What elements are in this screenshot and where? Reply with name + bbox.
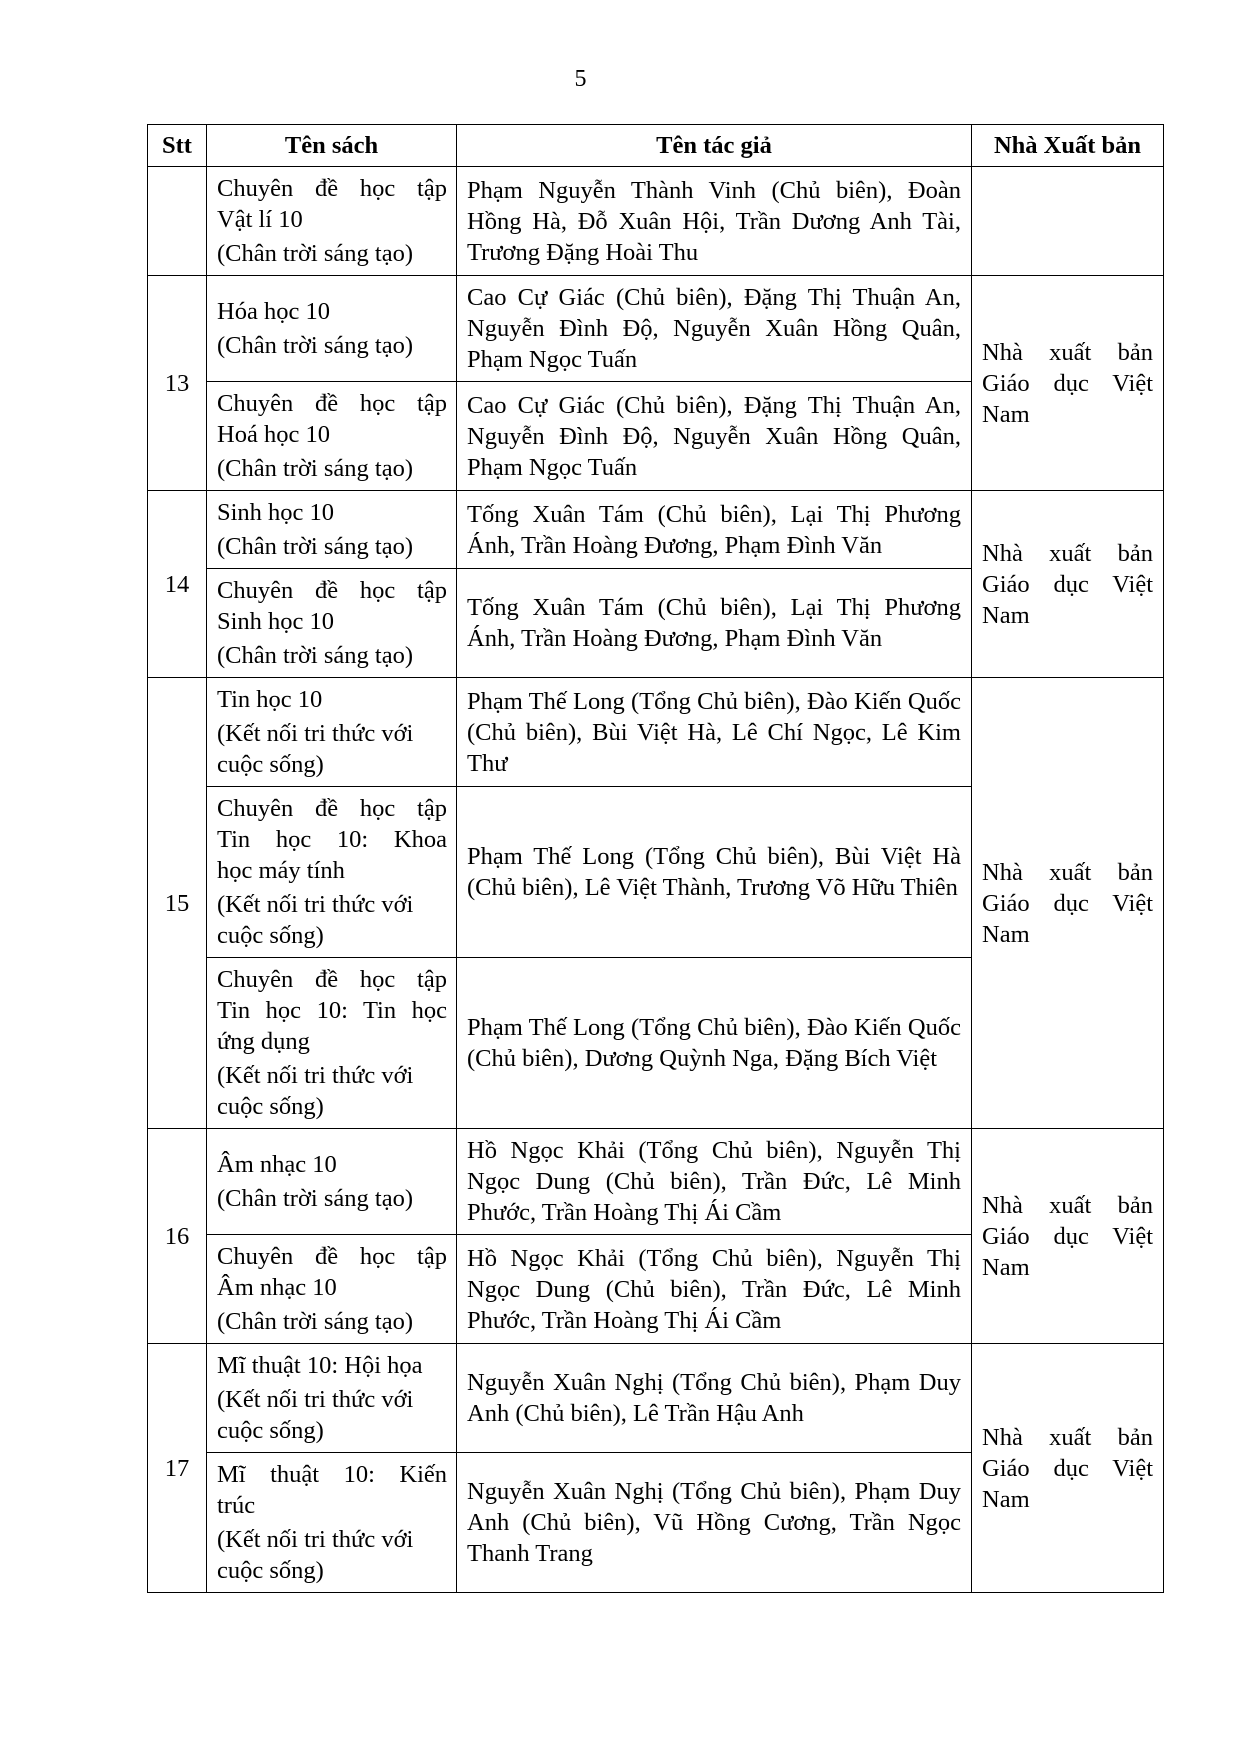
book-title-line: Sinh học 10 (217, 499, 335, 526)
publisher-line: Giáo dục Việt (982, 1454, 1153, 1482)
author-cell: Nguyễn Xuân Nghị (Tổng Chủ biên), Phạm Duy Anh (Chủ biên), Lê Trần Hậu Anh (457, 1344, 972, 1453)
publisher-line: Nam (982, 1253, 1030, 1281)
stt-cell: 15 (148, 678, 207, 1129)
table-row (148, 167, 1164, 276)
book-title-cell (207, 958, 457, 1129)
book-title-cell (207, 276, 457, 382)
book-series: (Chân trời sáng tạo) (217, 1308, 413, 1335)
publisher-cell (972, 276, 1164, 491)
book-title-line: Chuyên đề học tập (217, 577, 447, 604)
book-series: (Chân trời sáng tạo) (217, 1185, 413, 1212)
book-title-cell (207, 787, 457, 958)
book-title-line: Chuyên đề học tập (217, 795, 447, 822)
book-title-cell (207, 491, 457, 569)
book-title-line: ứng dụng (217, 1028, 310, 1055)
book-title-line: trúc (217, 1492, 256, 1519)
author-cell: Hồ Ngọc Khải (Tổng Chủ biên), Nguyễn Thị Ngọc Dung (Chủ biên), Trần Đức, Lê Minh Phước, Trần Hoàng Thị Ái Cầm (457, 1129, 972, 1235)
publisher-line: Nam (982, 1485, 1030, 1513)
author-cell: Cao Cự Giác (Chủ biên), Đặng Thị Thuận An, Nguyễn Đình Độ, Nguyễn Xuân Hồng Quân, Phạm Ngọc Tuấn (457, 276, 972, 382)
book-title-cell (207, 1129, 457, 1235)
publisher-line: Nhà xuất bản (982, 539, 1153, 567)
publisher-line: Nhà xuất bản (982, 858, 1153, 886)
book-series: (Chân trời sáng tạo) (217, 332, 413, 359)
book-title-line: Hoá học 10 (217, 421, 330, 448)
book-series: (Chân trời sáng tạo) (217, 533, 413, 560)
book-title-cell (207, 1235, 457, 1344)
book-title-line: Hóa học 10 (217, 298, 330, 325)
publisher-cell (972, 491, 1164, 678)
publisher-line: Nhà xuất bản (982, 1191, 1153, 1219)
book-series: (Kết nối tri thức với cuộc sống) (217, 1062, 414, 1120)
book-series: (Kết nối tri thức với cuộc sống) (217, 891, 414, 949)
publisher-line: Nhà xuất bản (982, 338, 1153, 366)
publisher-line: Giáo dục Việt (982, 570, 1153, 598)
book-title-line: Tin học 10: Tin học (217, 997, 447, 1024)
book-title-line: Mĩ thuật 10: Kiến (217, 1461, 447, 1488)
author-cell: Hồ Ngọc Khải (Tổng Chủ biên), Nguyễn Thị Ngọc Dung (Chủ biên), Trần Đức, Lê Minh Phước, Trần Hoàng Thị Ái Cầm (457, 1235, 972, 1344)
publisher-cell (972, 1129, 1164, 1344)
author-cell: Phạm Nguyễn Thành Vinh (Chủ biên), Đoàn Hồng Hà, Đỗ Xuân Hội, Trần Dương Anh Tài, Trương Đặng Hoài Thu (457, 167, 972, 276)
book-title-line: Chuyên đề học tập (217, 966, 447, 993)
stt-cell: 13 (148, 276, 207, 491)
book-title-line: Chuyên đề học tập (217, 175, 447, 202)
publisher-line: Giáo dục Việt (982, 369, 1153, 397)
publisher-line: Nam (982, 400, 1030, 428)
publisher-cell (972, 678, 1164, 1129)
author-cell: Tống Xuân Tám (Chủ biên), Lại Thị Phương Ánh, Trần Hoàng Đương, Phạm Đình Văn (457, 491, 972, 569)
publisher-line: Giáo dục Việt (982, 889, 1153, 917)
book-title-cell (207, 678, 457, 787)
author-cell: Nguyễn Xuân Nghị (Tổng Chủ biên), Phạm Duy Anh (Chủ biên), Vũ Hồng Cương, Trần Ngọc Thanh Trang (457, 1453, 972, 1593)
publisher-line: Nhà xuất bản (982, 1423, 1153, 1451)
book-title-cell (207, 1453, 457, 1593)
book-series: (Chân trời sáng tạo) (217, 455, 413, 482)
header-publisher: Nhà Xuất bản (972, 125, 1164, 167)
publisher-line: Giáo dục Việt (982, 1222, 1153, 1250)
header-author: Tên tác giả (457, 125, 972, 167)
book-title-line: Tin học 10 (217, 686, 323, 713)
table-row (148, 678, 1164, 787)
author-cell: Phạm Thế Long (Tổng Chủ biên), Bùi Việt Hà (Chủ biên), Lê Việt Thành, Trương Võ Hữu Thiên (457, 787, 972, 958)
book-series: (Chân trời sáng tạo) (217, 240, 413, 267)
table-row (148, 276, 1164, 382)
book-title-cell (207, 1344, 457, 1453)
book-title-line: Âm nhạc 10 (217, 1151, 337, 1178)
publisher-line: Nam (982, 601, 1030, 629)
book-title-line: Âm nhạc 10 (217, 1274, 337, 1301)
book-title-cell (207, 382, 457, 491)
page-number: 5 (574, 66, 587, 92)
author-cell: Tống Xuân Tám (Chủ biên), Lại Thị Phương Ánh, Trần Hoàng Đương, Phạm Đình Văn (457, 569, 972, 678)
stt-cell: 16 (148, 1129, 207, 1344)
header-title: Tên sách (207, 125, 457, 167)
book-title-cell (207, 167, 457, 276)
stt-cell: 14 (148, 491, 207, 678)
stt-cell: 17 (148, 1344, 207, 1593)
book-series: (Kết nối tri thức với cuộc sống) (217, 1386, 414, 1444)
author-cell: Phạm Thế Long (Tổng Chủ biên), Đào Kiến Quốc (Chủ biên), Bùi Việt Hà, Lê Chí Ngọc, Lê Kim Thư (457, 678, 972, 787)
table-row (148, 491, 1164, 569)
table-row (148, 1344, 1164, 1453)
book-title-line: học máy tính (217, 857, 345, 884)
table-header-row (148, 125, 1164, 167)
book-series: (Kết nối tri thức với cuộc sống) (217, 720, 414, 778)
publisher-cell (972, 167, 1164, 276)
textbook-table (147, 124, 1164, 1593)
author-cell: Cao Cự Giác (Chủ biên), Đặng Thị Thuận An, Nguyễn Đình Độ, Nguyễn Xuân Hồng Quân, Phạm Ngọc Tuấn (457, 382, 972, 491)
stt-cell (148, 167, 207, 276)
header-stt: Stt (148, 125, 207, 167)
book-series: (Chân trời sáng tạo) (217, 642, 413, 669)
publisher-cell (972, 1344, 1164, 1593)
book-title-line: Vật lí 10 (217, 206, 303, 233)
book-title-line: Sinh học 10 (217, 608, 335, 635)
author-cell: Phạm Thế Long (Tổng Chủ biên), Đào Kiến Quốc (Chủ biên), Dương Quỳnh Nga, Đặng Bích Việt (457, 958, 972, 1129)
book-title-cell (207, 569, 457, 678)
book-title-line: Tin học 10: Khoa (217, 826, 447, 853)
book-title-line: Chuyên đề học tập (217, 1243, 447, 1270)
publisher-line: Nam (982, 920, 1030, 948)
book-title-line: Chuyên đề học tập (217, 390, 447, 417)
book-title-line: Mĩ thuật 10: Hội họa (217, 1352, 423, 1379)
book-series: (Kết nối tri thức với cuộc sống) (217, 1526, 414, 1584)
table-row (148, 1129, 1164, 1235)
